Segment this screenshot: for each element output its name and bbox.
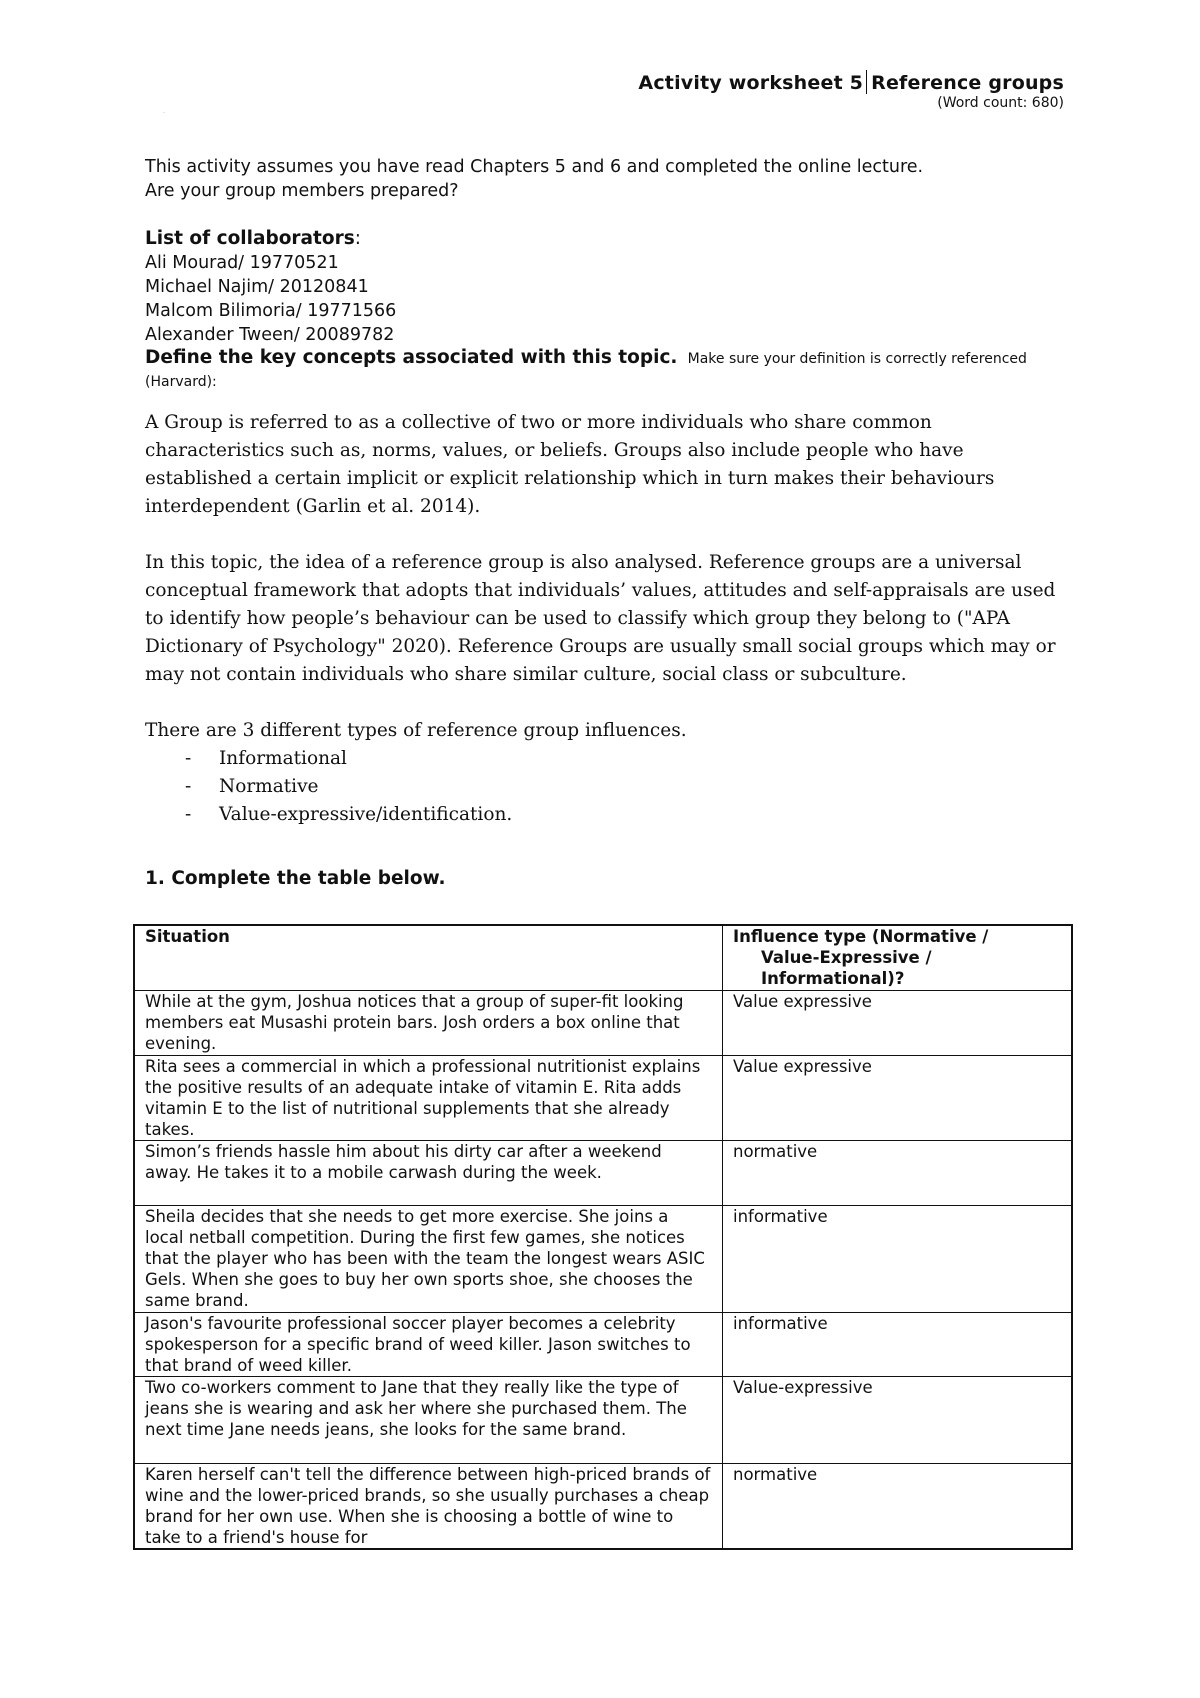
define-note: Make sure your definition is correctly referenced (Harvard): bbox=[145, 351, 1027, 390]
word-count: (Word count: 680) bbox=[937, 95, 1064, 111]
situation-cell: Rita sees a commercial in which a professional nutritionist explains the positive results of an adequate intake of vitamin E. Rita adds vitamin E to the list of nutritional supplements that she already takes. bbox=[134, 1055, 723, 1140]
situation-cell-text: Karen herself can't tell the difference between high-priced brands of wine and the lower-priced brands, so she usually purchases a cheap brand for her own use. When she is choosing a bottle of wine to take to a friend's house for bbox=[145, 1464, 711, 1547]
situation-cell: Two co-workers comment to Jane that they really like the type of jeans she is wearing and ask her where she purchased them. The next time Jane needs jeans, she looks for the same brand. bbox=[134, 1376, 723, 1463]
collaborator-item: Alexander Tween/ 20089782 bbox=[145, 325, 395, 345]
document-body bbox=[145, 155, 1075, 891]
stray-mark: . bbox=[163, 108, 165, 115]
collaborators-heading-colon: : bbox=[354, 228, 361, 249]
list-dash: - bbox=[185, 776, 192, 797]
influence-header-line-2: Value-Expressive / bbox=[761, 948, 932, 967]
define-heading: Define the key concepts associated with this topic. bbox=[145, 347, 678, 368]
intro-text bbox=[145, 155, 1075, 203]
table-row bbox=[134, 1312, 1072, 1376]
collaborator-item: Michael Najim/ 20120841 bbox=[145, 277, 369, 297]
question-1-heading: 1. Complete the table below. bbox=[145, 868, 446, 889]
situation-cell: Sheila decides that she needs to get more exercise. She joins a local netball competition. During the first few games, she notices that the player who has been with the team the longest wears ASIC Gels. When she goes to buy her own sports shoe, she chooses the same brand. bbox=[134, 1205, 723, 1312]
table-row bbox=[134, 1463, 1072, 1549]
influence-header-line-3: Informational)? bbox=[761, 969, 905, 988]
title-separator bbox=[866, 70, 867, 94]
influence-cell[interactable]: informative bbox=[723, 1312, 1073, 1376]
influence-column-header bbox=[723, 925, 1073, 990]
influence-cell[interactable]: informative bbox=[723, 1205, 1073, 1312]
influence-cell[interactable]: Value expressive bbox=[723, 990, 1073, 1055]
define-prompt bbox=[145, 347, 1075, 393]
table-row bbox=[134, 1140, 1072, 1205]
situation-cell: Jason's favourite professional soccer player becomes a celebrity spokesperson for a specific brand of weed killer. Jason switches to that brand of weed killer. bbox=[134, 1312, 723, 1376]
list-item bbox=[185, 773, 1075, 801]
situation-cell bbox=[134, 1463, 723, 1549]
influence-type-list bbox=[185, 745, 1075, 829]
paragraph-reference-group: In this topic, the idea of a reference group is also analysed. Reference groups are a universal conceptual framework that adopts that individuals’ values, attitudes and self-appraisals are used to identify how people’s behaviour can be used to classify which group they belong to ("APA Dictionary of Psychology" 2020). Reference Groups are usually small social groups which may or may not contain individuals who share similar culture, social class or subculture. bbox=[145, 552, 1056, 685]
influence-cell[interactable]: normative bbox=[723, 1463, 1073, 1549]
worksheet-title-right: Reference groups bbox=[871, 72, 1064, 94]
influence-cell[interactable]: Value-expressive bbox=[723, 1376, 1073, 1463]
list-item bbox=[185, 801, 1075, 829]
list-item-text: Value-expressive/identification. bbox=[219, 804, 513, 825]
collaborators-heading-text: List of collaborators bbox=[145, 228, 355, 249]
collaborators-list bbox=[145, 251, 1075, 347]
situation-column-header: Situation bbox=[134, 925, 723, 990]
situation-cell: Simon’s friends hassle him about his dirty car after a weekend away. He takes it to a mobile carwash during the week. bbox=[134, 1140, 723, 1205]
list-item-text: Informational bbox=[219, 748, 347, 769]
table-row bbox=[134, 1205, 1072, 1312]
definitions-text bbox=[145, 409, 1075, 829]
intro-line-2: Are your group members prepared? bbox=[145, 181, 459, 201]
influence-cell[interactable]: Value expressive bbox=[723, 1055, 1073, 1140]
influence-cell[interactable]: normative bbox=[723, 1140, 1073, 1205]
collaborator-item: Ali Mourad/ 19770521 bbox=[145, 253, 339, 273]
page-header bbox=[638, 70, 1064, 111]
paragraph-influence-intro: There are 3 different types of reference group influences. bbox=[145, 720, 687, 741]
table-row bbox=[134, 990, 1072, 1055]
worksheet-title-left: Activity worksheet 5 bbox=[638, 72, 864, 94]
table-row bbox=[134, 1055, 1072, 1140]
table-row bbox=[134, 1376, 1072, 1463]
collaborators-heading bbox=[145, 227, 1075, 251]
influence-header-line-1: Influence type (Normative / bbox=[733, 927, 989, 946]
worksheet-title bbox=[638, 70, 1064, 94]
influence-table bbox=[133, 924, 1073, 1550]
situation-cell: While at the gym, Joshua notices that a group of super-fit looking members eat Musashi protein bars. Josh orders a box online that evening. bbox=[134, 990, 723, 1055]
intro-line-1: This activity assumes you have read Chapters 5 and 6 and completed the online lecture. bbox=[145, 157, 924, 177]
table-header-row bbox=[134, 925, 1072, 990]
collaborator-item: Malcom Bilimoria/ 19771566 bbox=[145, 301, 397, 321]
list-item-text: Normative bbox=[219, 776, 319, 797]
paragraph-group-definition: A Group is referred to as a collective of two or more individuals who share common characteristics such as, norms, values, or beliefs. Groups also include people who have established a certain implicit or explicit relationship which in turn makes their behaviours interdependent (Garlin et al. 2014). bbox=[145, 412, 995, 517]
list-item bbox=[185, 745, 1075, 773]
list-dash: - bbox=[185, 748, 192, 769]
list-dash: - bbox=[185, 804, 192, 825]
